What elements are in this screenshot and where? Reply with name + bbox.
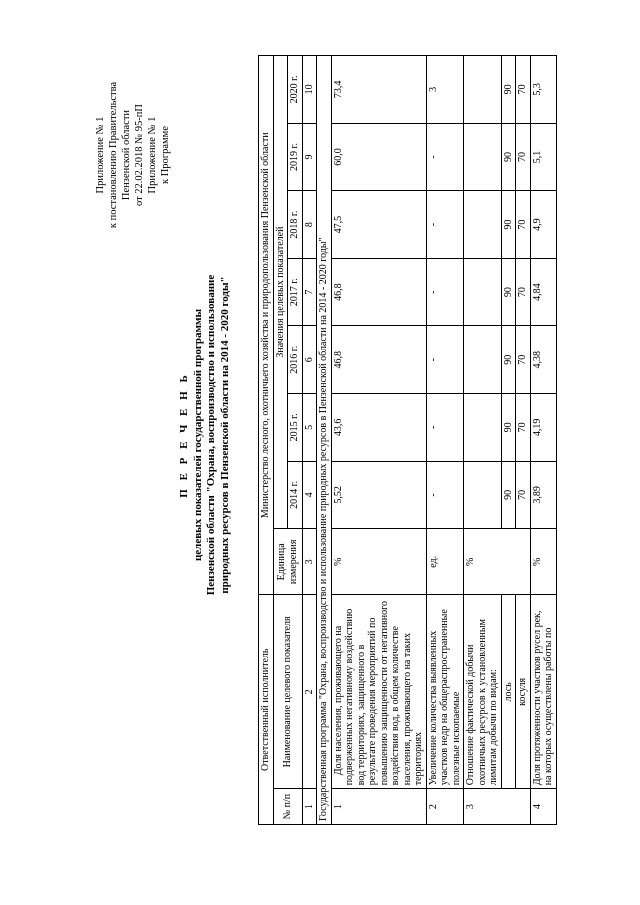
year-header: 2017 г. — [288, 258, 303, 326]
indicator-value: 5,1 — [530, 123, 556, 191]
year-header: 2020 г. — [288, 56, 303, 124]
indicator-value: - — [426, 191, 464, 259]
responsible-value: Министерство лесного, охотничьего хозяйства и природопользования Пензенской области — [259, 56, 274, 595]
indicator-value: - — [426, 123, 464, 191]
col-values-header: Значения целевых показателей — [273, 56, 288, 529]
indicator-value: 90 — [501, 258, 516, 326]
program-title: Государственная программа "Охрана, воспроизводство и использование природных ресурсов в Пензенской области на 2014 - 2020 годы" — [317, 56, 332, 825]
table-subrow — [501, 56, 516, 825]
indicator-value: 5,3 — [530, 56, 556, 124]
column-number: 5 — [302, 394, 317, 462]
indicator-value — [464, 56, 502, 124]
column-number: 4 — [302, 461, 317, 529]
indicator-value: 90 — [501, 326, 516, 394]
table-subrow — [516, 56, 531, 825]
indicator-value: 70 — [516, 461, 531, 529]
title-line: Пензенской области "Охрана, воспроизводство и использование — [205, 274, 217, 596]
indicator-value: 5,52 — [331, 461, 426, 529]
indicator-name: Отношение фактической добычи охотничьих ресурсов к установленным лимитам добычи по видам: — [464, 595, 502, 789]
row-number: 4 — [530, 789, 556, 825]
year-header: 2019 г. — [288, 123, 303, 191]
indicator-value: 90 — [501, 394, 516, 462]
indicator-value — [464, 461, 502, 529]
indicator-value: - — [426, 394, 464, 462]
indicator-unit: % — [530, 529, 556, 595]
row-number: 2 — [426, 789, 464, 825]
approval-line: Пензенской области — [121, 109, 132, 201]
indicator-value: 60,0 — [331, 123, 426, 191]
document-title — [178, 135, 232, 735]
indicator-value: 46,8 — [331, 258, 426, 326]
row-number: 3 — [464, 789, 531, 825]
column-number: 1 — [302, 789, 317, 825]
indicator-value: 3 — [426, 56, 464, 124]
approval-line: от 22.02.2018 № 95-пП — [134, 103, 145, 207]
indicator-value — [464, 123, 502, 191]
indicator-value: 70 — [516, 56, 531, 124]
indicator-value: 90 — [501, 191, 516, 259]
indicator-value: 70 — [516, 258, 531, 326]
indicator-value: - — [426, 258, 464, 326]
indicator-value: - — [426, 326, 464, 394]
table-row — [331, 56, 426, 825]
approval-line: к постановлению Правительства — [108, 81, 119, 229]
indicators-table — [258, 55, 557, 825]
approval-line: Приложение № 1 — [147, 116, 158, 194]
col-name-header: Наименование целевого показателя — [273, 595, 302, 789]
column-number: 9 — [302, 123, 317, 191]
indicator-value: 43,6 — [331, 394, 426, 462]
indicator-unit: ед. — [426, 529, 464, 595]
indicator-value: 46,8 — [331, 326, 426, 394]
indicator-value: 4,38 — [530, 326, 556, 394]
responsible-row — [259, 56, 274, 825]
header-row — [273, 56, 288, 825]
indicator-name: Доля протяженности участков русел рек, на которых осуществлены работы по — [530, 595, 556, 789]
indicator-value: - — [426, 461, 464, 529]
approval-block — [94, 55, 172, 255]
approval-line: к Программе — [160, 126, 171, 184]
indicator-value: 90 — [501, 461, 516, 529]
indicator-value: 90 — [501, 123, 516, 191]
indicator-name: Доля населения, проживающего на подверженных негативному воздействию вод территориях, защищенного в результате проведения мероприятий по повышению защищенности от негативного воздействия вод, в общем количестве населения, проживающего на таких территориях — [331, 595, 426, 789]
indicator-unit: % — [331, 529, 426, 595]
indicator-value — [464, 326, 502, 394]
row-number: 1 — [331, 789, 426, 825]
year-header: 2015 г. — [288, 394, 303, 462]
indicator-value: 4,9 — [530, 191, 556, 259]
year-header: 2016 г. — [288, 326, 303, 394]
indicator-value — [464, 258, 502, 326]
indicator-value: 4,84 — [530, 258, 556, 326]
indicator-subname: лось — [501, 595, 516, 789]
indicator-value — [464, 191, 502, 259]
year-header: 2018 г. — [288, 191, 303, 259]
column-number: 7 — [302, 258, 317, 326]
table-row — [426, 56, 464, 825]
indicator-value: 70 — [516, 191, 531, 259]
indicator-name: Увеличение количества выявленных участков недр на общераспространенные полезные ископаемые — [426, 595, 464, 789]
column-number: 3 — [302, 529, 317, 595]
approval-line: Приложение № 1 — [95, 116, 106, 194]
title-line: целевых показателей государственной программы — [191, 308, 204, 562]
column-number: 10 — [302, 56, 317, 124]
indicator-value: 70 — [516, 394, 531, 462]
column-number-row — [302, 56, 317, 825]
column-number: 6 — [302, 326, 317, 394]
col-unit-header: Единица измерения — [273, 529, 302, 595]
indicator-value: 90 — [501, 56, 516, 124]
indicator-value: 4,19 — [530, 394, 556, 462]
indicator-value: 47,5 — [331, 191, 426, 259]
table-row — [464, 56, 502, 825]
indicator-value: 70 — [516, 123, 531, 191]
title-line: природных ресурсов в Пензенской области на 2014 - 2020 годы" — [218, 276, 231, 594]
year-header: 2014 г. — [288, 461, 303, 529]
responsible-label: Ответственный исполнитель — [259, 595, 274, 825]
indicator-value — [464, 394, 502, 462]
indicator-value: 70 — [516, 326, 531, 394]
indicator-value: 3,89 — [530, 461, 556, 529]
indicator-subname: косуля — [516, 595, 531, 789]
column-number: 2 — [302, 595, 317, 789]
col-num-header: № п/п — [273, 789, 302, 825]
column-number: 8 — [302, 191, 317, 259]
indicator-unit: % — [464, 529, 531, 595]
indicator-value: 73,4 — [331, 56, 426, 124]
table-row — [530, 56, 556, 825]
program-row — [317, 56, 332, 825]
title-line: П Е Р Е Ч Е Н Ь — [178, 372, 190, 498]
